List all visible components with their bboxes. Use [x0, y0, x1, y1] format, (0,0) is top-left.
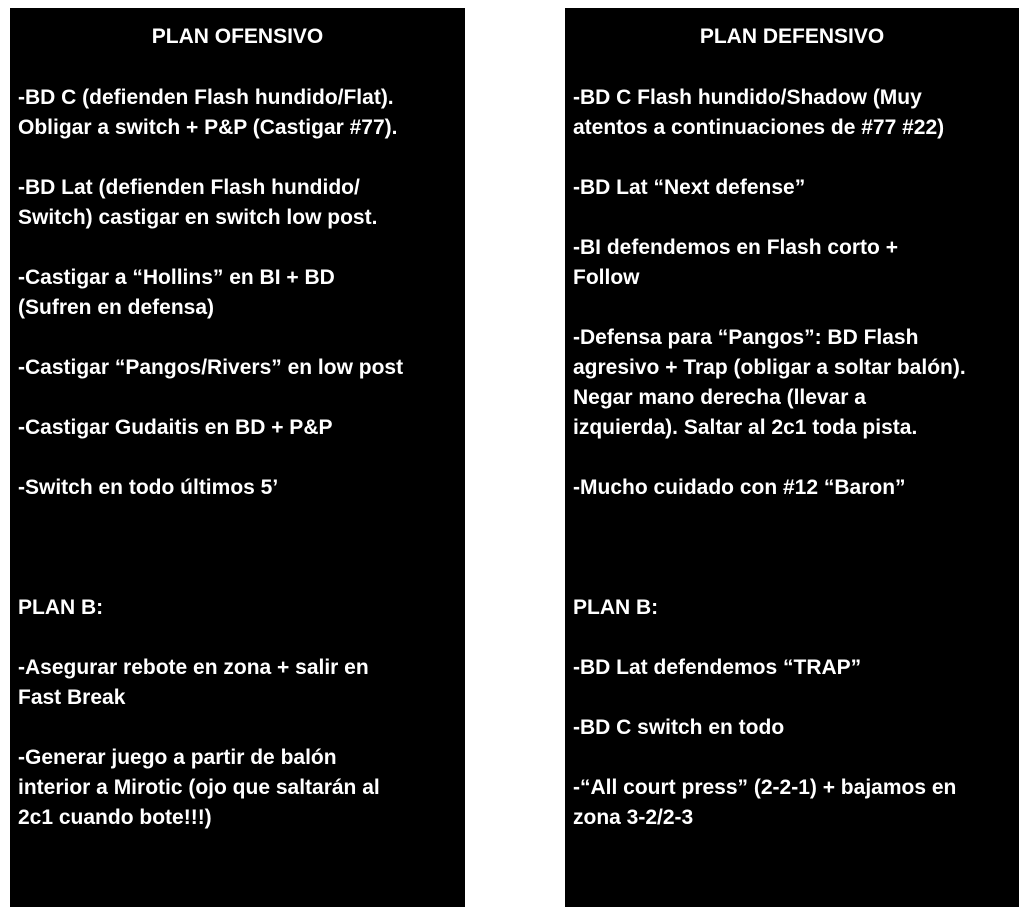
item-line: -BD Lat “Next defense”	[573, 176, 806, 199]
offensive-plan-panel	[10, 8, 465, 907]
defensive-plan-b-item	[573, 773, 1019, 833]
defensive-item	[573, 173, 1019, 203]
offensive-item	[18, 413, 465, 443]
item-line: -Mucho cuidado con #12 “Baron”	[573, 476, 906, 499]
defensive-plan-b-item	[573, 653, 1019, 683]
defensive-item	[573, 323, 1019, 443]
item-line: Obligar a switch + P&P (Castigar #77).	[18, 116, 398, 139]
item-line: -Switch en todo últimos 5’	[18, 476, 279, 499]
item-line: izquierda). Saltar al 2c1 toda pista.	[573, 416, 918, 439]
item-line: -Castigar “Pangos/Rivers” en low post	[18, 356, 404, 379]
item-line: atentos a continuaciones de #77 #22)	[573, 116, 945, 139]
item-line: Negar mano derecha (llevar a	[573, 386, 866, 409]
item-line: Follow	[573, 266, 640, 289]
defensive-plan-b-title: PLAN B:	[573, 596, 659, 619]
offensive-item	[18, 263, 465, 323]
item-line: -BD Lat (defienden Flash hundido/	[18, 176, 360, 199]
item-line: agresivo + Trap (obligar a soltar balón).	[573, 356, 966, 379]
item-line: -BD C switch en todo	[573, 716, 785, 739]
defensive-plan-b-item	[573, 713, 1019, 743]
item-line: -BD Lat defendemos “TRAP”	[573, 656, 862, 679]
item-line: zona 3-2/2-3	[573, 806, 694, 829]
item-line: -BD C Flash hundido/Shadow (Muy	[573, 86, 922, 109]
item-line: -Asegurar rebote en zona + salir en	[18, 656, 369, 679]
item-line: interior a Mirotic (ojo que saltarán al	[18, 776, 380, 799]
item-line: Switch) castigar en switch low post.	[18, 206, 378, 229]
defensive-plan-title: PLAN DEFENSIVO	[699, 25, 885, 48]
defensive-item	[573, 473, 1019, 503]
offensive-item	[18, 173, 465, 233]
offensive-plan-b-title: PLAN B:	[18, 596, 104, 619]
item-line: -BI defendemos en Flash corto +	[573, 236, 898, 259]
item-line: -Generar juego a partir de balón	[18, 746, 337, 769]
item-line: -Defensa para “Pangos”: BD Flash	[573, 326, 919, 349]
offensive-item	[18, 473, 465, 503]
offensive-plan-title: PLAN OFENSIVO	[151, 25, 324, 48]
item-line: -Castigar Gudaitis en BD + P&P	[18, 416, 333, 439]
item-line: 2c1 cuando bote!!!)	[18, 806, 212, 829]
item-line: Fast Break	[18, 686, 126, 709]
offensive-plan-b-item	[18, 653, 465, 713]
item-line: (Sufren en defensa)	[18, 296, 215, 319]
item-line: -BD C (defienden Flash hundido/Flat).	[18, 86, 394, 109]
offensive-item	[18, 353, 465, 383]
offensive-plan-b-item	[18, 743, 465, 833]
item-line: -“All court press” (2-2-1) + bajamos en	[573, 776, 957, 799]
defensive-item	[573, 233, 1019, 293]
offensive-item	[18, 83, 465, 143]
item-line: -Castigar a “Hollins” en BI + BD	[18, 266, 335, 289]
defensive-plan-panel	[565, 8, 1019, 907]
defensive-item	[573, 83, 1019, 143]
